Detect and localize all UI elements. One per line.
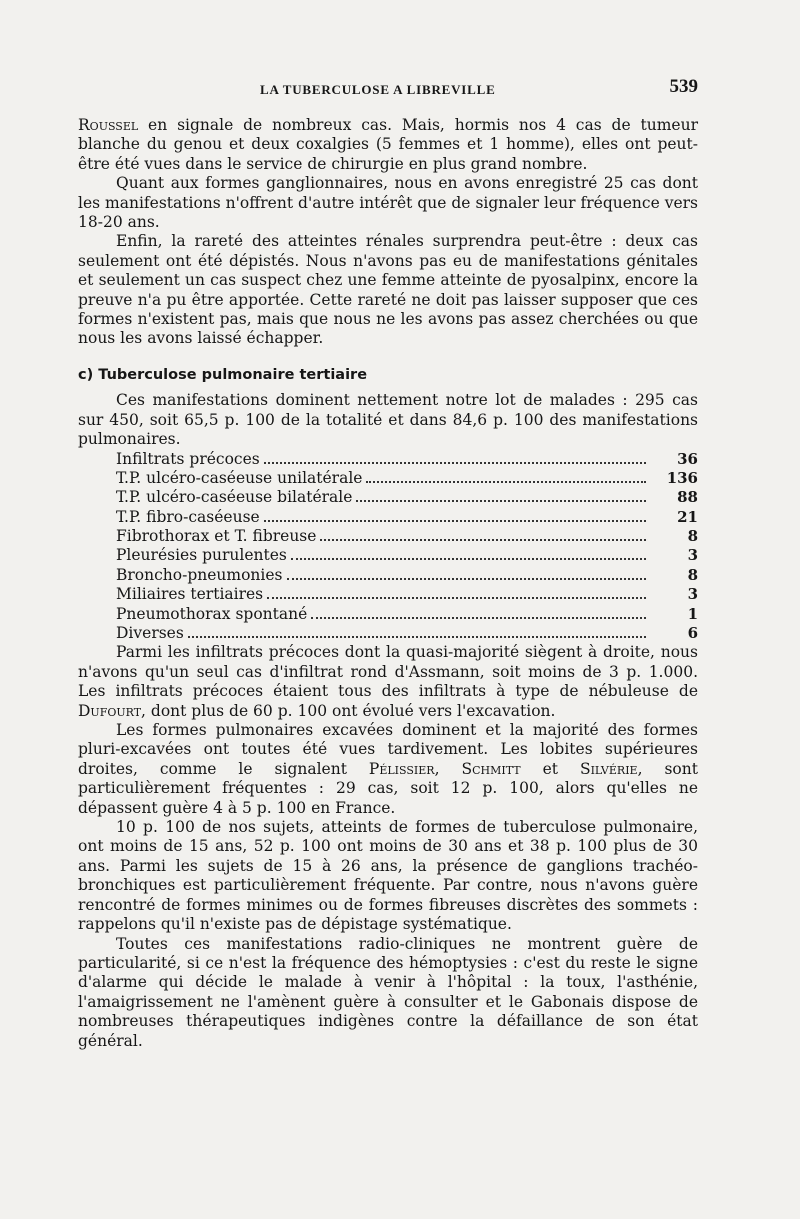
stat-row (116, 527, 698, 546)
stat-row (116, 605, 698, 624)
paragraph-7: 10 p. 100 de nos sujets, atteints de formes de tuberculose pulmonaire, ont moins de 15 ans, 52 p. 100 ont moins de 30 ans et 38 p. 100 plus de 30 ans. Parmi les sujets de 15 à 26 ans, la présence de ganglions trachéo-bronchiques est particulièrement fréquente. Par contre, nous n'avons guère rencontré de formes minimes ou de formes fibreuses discrètes des sommets : rappelons qu'il n'existe pas de dépistage systématique. (78, 818, 698, 934)
stat-label: Infiltrats précoces (116, 449, 260, 468)
stat-label: Fibrothorax et T. fibreuse (116, 527, 317, 546)
stat-label: Pleurésies purulentes (116, 546, 287, 565)
author-pelissier: Pélissier (368, 759, 435, 778)
dot-leader (287, 578, 646, 580)
author-schmitt: Schmitt (461, 759, 521, 778)
stat-count: 1 (687, 604, 698, 623)
dot-leader (356, 500, 646, 502)
stat-row (116, 585, 698, 604)
stat-label: T.P. fibro-caséeuse (116, 507, 260, 526)
stat-row (116, 546, 698, 565)
stat-count: 21 (677, 507, 698, 526)
stat-row (116, 566, 698, 585)
stat-label: T.P. ulcéro-caséeuse bilatérale (116, 488, 353, 507)
paragraph-6 (78, 721, 698, 818)
stat-label: T.P. ulcéro-caséeuse unilatérale (116, 468, 363, 487)
body-text (78, 116, 698, 1051)
paragraph-8: Toutes ces manifestations radio-cliniques ne montrent guère de particularité, si ce n'est la fréquence des hémoptysies : c'est du reste le signe d'alarme qui décide le malade à venir à l'hôpital : la toux, l'asthénie, l'amaigrissement ne l'amènent guère à consulter et le Gabonais dispose de nombreuses thérapeutiques indigènes contre la défaillance de son état général. (78, 934, 698, 1050)
paragraph-3: Enfin, la rareté des atteintes rénales surprendra peut-être : deux cas seulement ont été dépistés. Nous n'avons pas eu de manifestations génitales et seulement un cas suspect chez une femme atteinte de pyosalpinx, encore la preuve n'a pu être apportée. Cette rareté ne doit pas laisser supposer que ces formes n'existent pas, mais que nous ne les avons pas assez cherchées ou que nous les avons laissé échapper. (78, 232, 698, 348)
separator: , (434, 759, 462, 778)
dot-leader (320, 539, 646, 541)
stat-count: 3 (687, 585, 698, 604)
dot-leader (264, 520, 646, 522)
running-title: LA TUBERCULOSE A LIBREVILLE (260, 82, 496, 97)
stat-label: Diverses (116, 624, 184, 643)
paragraph-5-text-end: , dont plus de 60 p. 100 ont évolué vers l'excavation. (141, 701, 556, 720)
stat-count: 6 (687, 624, 698, 643)
paragraph-1-text: en signale de nombreux cas. Mais, hormis nos 4 cas de tumeur blanche du genou et deux coxalgies (5 femmes et 1 homme), elles ont peut-être été vues dans le service de chirurgie en plus grand nombre. (78, 116, 698, 173)
page-header (78, 78, 698, 100)
dot-leader (291, 558, 646, 560)
section-heading: c) Tuberculose pulmonaire tertiaire (78, 366, 368, 383)
dot-leader (267, 597, 646, 599)
page-number: 539 (669, 76, 698, 97)
author-roussel: Roussel (78, 116, 139, 134)
stat-row (116, 488, 698, 507)
stat-label: Pneumothorax spontané (116, 604, 308, 623)
paragraph-1 (78, 116, 698, 174)
stat-label: Miliaires tertiaires (116, 585, 264, 604)
case-statistics-list (78, 450, 698, 644)
paragraph-4: Ces manifestations dominent nettement notre lot de malades : 295 cas sur 450, soit 65,5 p. 100 de la totalité et dans 84,6 p. 100 des manifestations pulmonaires. (78, 391, 698, 449)
author-dufourt: Dufourt (78, 701, 142, 720)
stat-row (116, 624, 698, 643)
stat-count: 88 (677, 488, 698, 507)
stat-count: 8 (687, 565, 698, 584)
stat-count: 3 (687, 546, 698, 565)
stat-row (116, 508, 698, 527)
stat-row (116, 450, 698, 469)
dot-leader (366, 481, 646, 483)
stat-count: 36 (677, 449, 698, 468)
paragraph-6-text-end: , sont particulièrement fréquentes : 29 cas, soit 12 p. 100, alors qu'elles ne dépassent guère 4 à 5 p. 100 en France. (78, 759, 698, 817)
paragraph-6-text: Les formes pulmonaires excavées dominent et la majorité des formes pluri-excavées ont toutes été vues tardivement. Les lobites supérieures droites, comme le signalent (78, 721, 698, 778)
stat-count: 8 (687, 527, 698, 546)
dot-leader (264, 462, 646, 464)
stat-row (116, 469, 698, 488)
paragraph-5 (78, 643, 698, 721)
separator: et (520, 759, 580, 778)
dot-leader (311, 617, 646, 619)
stat-label: Broncho-pneumonies (116, 565, 283, 584)
stat-count: 136 (666, 468, 698, 487)
dot-leader (188, 636, 646, 638)
paragraph-5-text: Parmi les infiltrats précoces dont la quasi-majorité siègent à droite, nous n'avons qu'un seul cas d'infiltrat rond d'Assmann, soit moins de 3 p. 1.000. Les infiltrats précoces étaient tous des infiltrats à type de nébuleuse de (78, 643, 698, 701)
paragraph-2: Quant aux formes ganglionnaires, nous en avons enregistré 25 cas dont les manifestations n'offrent d'autre intérêt que de signaler leur fréquence vers 18-20 ans. (78, 174, 698, 232)
author-silverie: Silvérie (579, 759, 638, 778)
